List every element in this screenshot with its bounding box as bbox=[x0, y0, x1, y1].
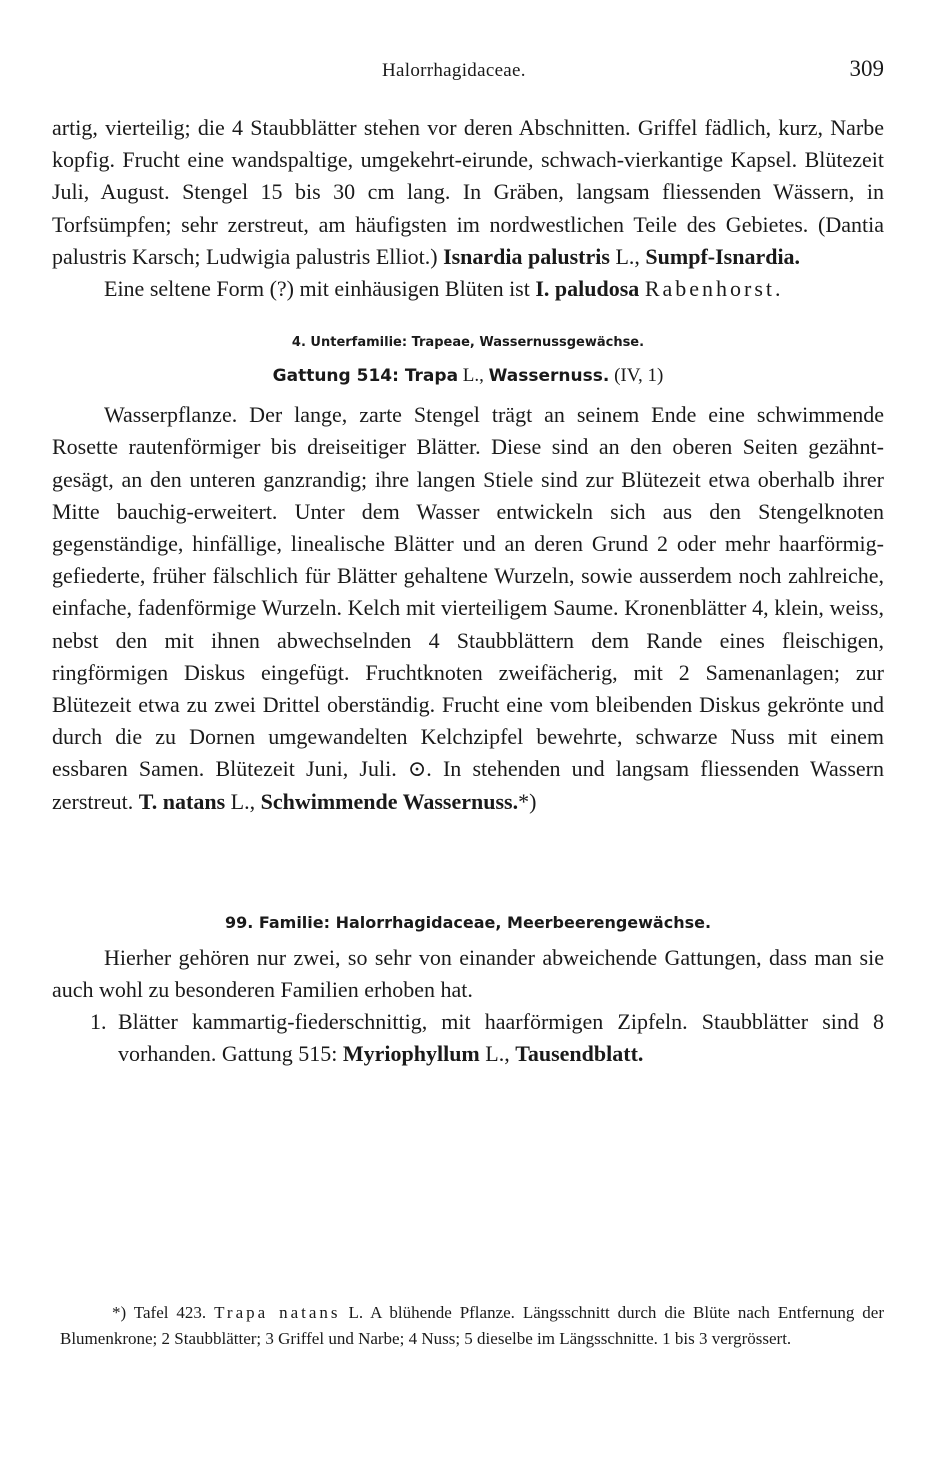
paragraph-trapa bbox=[52, 399, 884, 818]
list-text: Blätter kammartig-fiederschnittig, mit haarförmigen Zipfeln. Staubblätter sind 8 vorhanden. Gattung 515: bbox=[118, 1009, 884, 1067]
author-abbrev: L., bbox=[609, 243, 646, 269]
page-header bbox=[52, 56, 884, 86]
common-name: Schwimmende Wassernuss. bbox=[260, 788, 519, 814]
page-number: 309 bbox=[849, 56, 884, 81]
paragraph-isnardia bbox=[52, 112, 884, 273]
page-body bbox=[52, 112, 884, 1071]
footnote bbox=[60, 1300, 884, 1352]
paragraph-text: artig, vierteilig; die 4 Staubblätter stehen vor deren Abschnitten. Griffel fädlich, kurz, Narbe kopfig. Frucht eine wandspaltige, umgekehrt-eirunde, schwach-vierkantige Kapsel. Blütezeit Juli, August. Stengel 15 bis 30 cm lang. In Gräben, langsam fliessenden Wässern, in Torfsümpfen; sehr zerstreut, am häufigsten im nordwestlichen Teile des Gebietes. (Dantia palustris Karsch; Ludwigia palustris Elliot.) bbox=[52, 115, 884, 269]
footnote-species: Trapa natans bbox=[214, 1303, 341, 1322]
species-name: I. paludosa bbox=[535, 276, 640, 302]
subfamily-heading: 4. Unterfamilie: Trapeae, Wassernussgewächse. bbox=[291, 335, 645, 351]
common-name: Tausendblatt. bbox=[515, 1041, 644, 1067]
family-heading: 99. Familie: Halorrhagidaceae, Meerbeerengewächse. bbox=[224, 912, 712, 932]
list-number: 1. bbox=[90, 1009, 107, 1035]
footnote-marker: *) bbox=[518, 788, 537, 814]
footnote-text: L. A blühende Pflanze. Längsschnitt durch die Blüte nach Entfernung der Blumenkrone; 2 Staubblätter; 3 Griffel und Narbe; 4 Nuss; 5 dieselbe im Längsschnitte. 1 bis 3 vergrössert. bbox=[60, 1303, 885, 1348]
paragraph-text: Eine seltene Form (?) mit einhäusigen Blüten ist bbox=[104, 276, 536, 302]
author-name: Rabenhorst bbox=[644, 276, 776, 302]
footnote-mark: *) Tafel 423. bbox=[112, 1303, 215, 1322]
author-abbrev: L., bbox=[225, 788, 261, 814]
genus-name: Myriophyllum bbox=[342, 1041, 480, 1067]
author-abbrev: L., bbox=[479, 1041, 516, 1067]
species-name: T. natans bbox=[138, 788, 226, 814]
running-head: Halorrhagidaceae. bbox=[382, 60, 526, 81]
paragraph-family-intro: Hierher gehören nur zwei, so sehr von einander abweichende Gattungen, dass man sie auch wohl zu besonderen Familien erhoben hat. bbox=[52, 944, 884, 1003]
plate-reference: (IV, 1) bbox=[609, 365, 664, 387]
species-name: Isnardia palustris bbox=[443, 243, 610, 269]
list-item bbox=[52, 1006, 884, 1070]
paragraph-text: Wasserpflanze. Der lange, zarte Stengel trägt an seinem Ende eine schwimmende Rosette rautenförmiger bis dreiseitiger Blätter. Diese sind an den oberen Seiten gezähnt-gesägt, an den unteren ganzrandig; ihre langen Stiele sind zur Blütezeit etwa oberhalb ihrer Mitte bauchig-erweitert. Unter dem Wasser entwickeln sich aus den Stengelknoten gegenständige, hinfällige, linealische Blätter und an deren Grund 2 oder mehr haarförmig-gefiederte, früher fälschlich für Blätter gehaltene Wurzeln, sowie ausserdem noch zahlreiche, einfache, fadenförmige Wurzeln. Kelch mit vierteiligem Saume. Kronenblätter 4, klein, weiss, nebst den mit ihnen abwechselnden 4 Staubblättern dem Rande eines fleischigen, ringförmigen Diskus eingefügt. Fruchtknoten zweifächerig, mit 2 Samenanlagen; zur Blütezeit etwa zu zwei Drittel oberständig. Frucht eine vom bleibenden Diskus gekrönte und durch die zu Dornen umgewandelten Kelchzipfel bewehrte, schwarze Nuss mit einem essbaren Samen. Blütezeit Juni, Juli. ⊙. In stehenden und langsam fliessenden Wassern zerstreut. bbox=[52, 402, 884, 814]
common-name: Wassernuss. bbox=[488, 366, 610, 387]
paragraph-paludosa: Eine seltene Form (?) mit einhäusigen Blüten ist I. paludosa Rabenhorst. bbox=[104, 276, 781, 302]
genus-heading bbox=[52, 363, 884, 389]
genus-label: Gattung 514: Trapa bbox=[272, 366, 459, 387]
author-abbrev: L., bbox=[458, 365, 489, 387]
common-name: Sumpf-Isnardia. bbox=[645, 243, 801, 269]
